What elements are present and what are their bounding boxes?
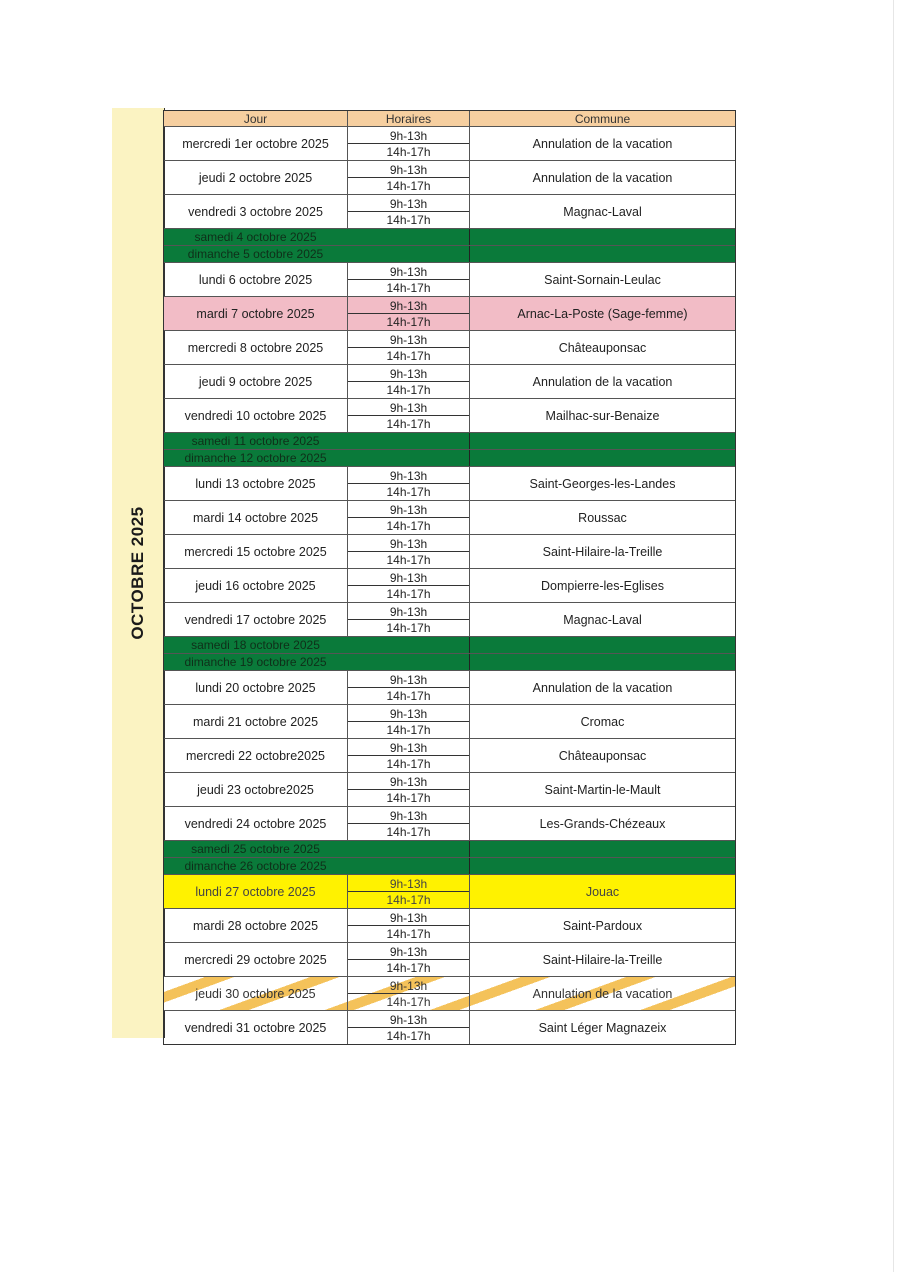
day-cell: vendredi 24 octobre 2025 [164, 807, 348, 840]
morning-hours: 9h-13h [348, 978, 469, 994]
commune-cell [470, 229, 735, 245]
commune-cell: Dompierre-les-Eglises [541, 578, 664, 593]
afternoon-hours: 14h-17h [386, 960, 431, 975]
day-cell: samedi 25 octobre 2025 [164, 841, 348, 857]
afternoon-hours: 14h-17h [386, 416, 431, 431]
commune-cell: Cromac [580, 714, 625, 729]
commune-cell: Saint Léger Magnazeix [538, 1020, 667, 1035]
afternoon-hours: 14h-17h [386, 484, 431, 499]
commune-cell [470, 654, 735, 670]
day-cell: mardi 28 octobre 2025 [164, 909, 348, 942]
morning-hours: 9h-13h [348, 128, 469, 144]
hours-cell [348, 858, 470, 874]
hours-cell [348, 161, 470, 194]
day-cell: mercredi 22 octobre2025 [164, 739, 348, 772]
hours-cell [348, 637, 470, 653]
day-cell: jeudi 30 octobre 2025 [164, 977, 348, 1010]
day-cell: vendredi 31 octobre 2025 [164, 1011, 348, 1044]
afternoon-hours: 14h-17h [386, 892, 431, 907]
table-row [164, 398, 735, 432]
table-row [164, 942, 735, 976]
day-cell: samedi 4 octobre 2025 [164, 229, 348, 245]
commune-cell: Saint-Pardoux [562, 918, 643, 933]
commune-cell: Magnac-Laval [563, 204, 642, 219]
weekend-row [164, 840, 735, 857]
commune-cell [470, 433, 735, 449]
day-cell: samedi 18 octobre 2025 [164, 637, 348, 653]
hours-cell [348, 569, 470, 602]
hours-cell [348, 603, 470, 636]
afternoon-hours: 14h-17h [386, 1028, 431, 1043]
commune-cell: Roussac [578, 510, 627, 525]
schedule-table [163, 110, 736, 1045]
weekend-row [164, 636, 735, 653]
commune-cell: Arnac-La-Poste (Sage-femme) [517, 306, 688, 321]
hours-cell [348, 399, 470, 432]
table-row [164, 194, 735, 228]
weekend-row [164, 653, 735, 670]
afternoon-hours: 14h-17h [386, 314, 431, 329]
afternoon-hours: 14h-17h [386, 212, 431, 227]
weekend-row [164, 245, 735, 262]
morning-hours: 9h-13h [348, 774, 469, 790]
morning-hours: 9h-13h [348, 468, 469, 484]
weekend-row [164, 432, 735, 449]
weekend-row [164, 449, 735, 466]
table-row [164, 738, 735, 772]
month-sidebar [112, 108, 165, 1038]
hours-cell [348, 365, 470, 398]
hours-cell [348, 263, 470, 296]
table-row [164, 602, 735, 636]
afternoon-hours: 14h-17h [386, 824, 431, 839]
hours-cell [348, 433, 470, 449]
morning-hours: 9h-13h [348, 808, 469, 824]
afternoon-hours: 14h-17h [386, 348, 431, 363]
day-cell: jeudi 9 octobre 2025 [164, 365, 348, 398]
day-cell: dimanche 12 octobre 2025 [164, 450, 348, 466]
day-cell: vendredi 10 octobre 2025 [164, 399, 348, 432]
hours-cell [348, 807, 470, 840]
morning-hours: 9h-13h [348, 196, 469, 212]
hours-cell [348, 1011, 470, 1044]
commune-cell: Annulation de la vacation [532, 374, 673, 389]
table-row [164, 772, 735, 806]
day-cell: lundi 13 octobre 2025 [164, 467, 348, 500]
weekend-row [164, 228, 735, 245]
morning-hours: 9h-13h [348, 944, 469, 960]
day-cell: vendredi 17 octobre 2025 [164, 603, 348, 636]
day-cell: samedi 11 octobre 2025 [164, 433, 348, 449]
commune-cell [470, 637, 735, 653]
header-commune: Commune [574, 111, 631, 126]
table-row [164, 500, 735, 534]
morning-hours: 9h-13h [348, 570, 469, 586]
hours-cell [348, 195, 470, 228]
day-cell: dimanche 19 octobre 2025 [164, 654, 348, 670]
afternoon-hours: 14h-17h [386, 382, 431, 397]
day-cell: jeudi 23 octobre2025 [164, 773, 348, 806]
afternoon-hours: 14h-17h [386, 144, 431, 159]
page-edge [893, 0, 894, 1272]
hours-cell [348, 875, 470, 908]
afternoon-hours: 14h-17h [386, 620, 431, 635]
hours-cell [348, 705, 470, 738]
commune-cell: Saint-Sornain-Leulac [544, 272, 661, 287]
afternoon-hours: 14h-17h [386, 926, 431, 941]
table-row [164, 1010, 735, 1044]
hours-cell [348, 535, 470, 568]
month-label: OCTOBRE 2025 [128, 506, 147, 640]
morning-hours: 9h-13h [348, 400, 469, 416]
hours-cell [348, 943, 470, 976]
morning-hours: 9h-13h [348, 604, 469, 620]
hours-cell [348, 654, 470, 670]
day-cell: lundi 20 octobre 2025 [164, 671, 348, 704]
hours-cell [348, 739, 470, 772]
day-cell: jeudi 2 octobre 2025 [164, 161, 348, 194]
table-row [164, 126, 735, 160]
hours-cell [348, 501, 470, 534]
day-cell: mercredi 8 octobre 2025 [164, 331, 348, 364]
morning-hours: 9h-13h [348, 1012, 469, 1028]
afternoon-hours: 14h-17h [386, 688, 431, 703]
day-cell: mercredi 1er octobre 2025 [164, 127, 348, 160]
afternoon-hours: 14h-17h [386, 756, 431, 771]
commune-cell [470, 858, 735, 874]
commune-cell: Châteauponsac [558, 748, 647, 763]
afternoon-hours: 14h-17h [386, 790, 431, 805]
hours-cell [348, 450, 470, 466]
hours-cell [348, 773, 470, 806]
commune-cell: Mailhac-sur-Benaize [545, 408, 660, 423]
table-header [164, 110, 735, 126]
hours-cell [348, 331, 470, 364]
day-cell: lundi 27 octobre 2025 [164, 875, 348, 908]
commune-cell: Annulation de la vacation [532, 986, 673, 1001]
commune-cell [470, 450, 735, 466]
day-cell: dimanche 5 octobre 2025 [164, 246, 348, 262]
hours-cell [348, 841, 470, 857]
afternoon-hours: 14h-17h [386, 178, 431, 193]
hours-cell [348, 246, 470, 262]
table-row-strike [164, 976, 735, 1010]
day-cell: jeudi 16 octobre 2025 [164, 569, 348, 602]
hours-cell [348, 229, 470, 245]
commune-cell: Saint-Hilaire-la-Treille [542, 544, 663, 559]
morning-hours: 9h-13h [348, 740, 469, 756]
table-row [164, 534, 735, 568]
afternoon-hours: 14h-17h [386, 518, 431, 533]
table-row [164, 806, 735, 840]
hours-cell [348, 297, 470, 330]
commune-cell: Jouac [585, 884, 620, 899]
table-row [164, 670, 735, 704]
header-hours: Horaires [348, 111, 470, 126]
afternoon-hours: 14h-17h [386, 722, 431, 737]
day-cell: mercredi 15 octobre 2025 [164, 535, 348, 568]
day-cell: lundi 6 octobre 2025 [164, 263, 348, 296]
afternoon-hours: 14h-17h [386, 552, 431, 567]
table-row [164, 568, 735, 602]
table-row-yellow [164, 874, 735, 908]
morning-hours: 9h-13h [348, 502, 469, 518]
table-row [164, 704, 735, 738]
table-row [164, 466, 735, 500]
morning-hours: 9h-13h [348, 706, 469, 722]
table-row [164, 262, 735, 296]
commune-cell: Les-Grands-Chézeaux [539, 816, 666, 831]
commune-cell: Saint-Georges-les-Landes [529, 476, 676, 491]
afternoon-hours: 14h-17h [386, 994, 431, 1009]
morning-hours: 9h-13h [348, 876, 469, 892]
table-row [164, 364, 735, 398]
commune-cell: Annulation de la vacation [532, 170, 673, 185]
afternoon-hours: 14h-17h [386, 586, 431, 601]
commune-cell [470, 841, 735, 857]
commune-cell: Magnac-Laval [563, 612, 642, 627]
hours-cell [348, 467, 470, 500]
header-day: Jour [164, 111, 348, 126]
afternoon-hours: 14h-17h [386, 280, 431, 295]
commune-cell: Saint-Hilaire-la-Treille [542, 952, 663, 967]
hours-cell [348, 671, 470, 704]
morning-hours: 9h-13h [348, 910, 469, 926]
morning-hours: 9h-13h [348, 298, 469, 314]
weekend-row [164, 857, 735, 874]
table-row [164, 160, 735, 194]
day-cell: dimanche 26 octobre 2025 [164, 858, 348, 874]
hours-cell [348, 977, 470, 1010]
hours-cell [348, 909, 470, 942]
day-cell: vendredi 3 octobre 2025 [164, 195, 348, 228]
day-cell: mercredi 29 octobre 2025 [164, 943, 348, 976]
morning-hours: 9h-13h [348, 366, 469, 382]
commune-cell: Annulation de la vacation [532, 136, 673, 151]
morning-hours: 9h-13h [348, 264, 469, 280]
day-cell: mardi 7 octobre 2025 [164, 297, 348, 330]
commune-cell: Châteauponsac [558, 340, 647, 355]
hours-cell [348, 127, 470, 160]
day-cell: mardi 21 octobre 2025 [164, 705, 348, 738]
morning-hours: 9h-13h [348, 332, 469, 348]
day-cell: mardi 14 octobre 2025 [164, 501, 348, 534]
morning-hours: 9h-13h [348, 162, 469, 178]
commune-cell: Saint-Martin-le-Mault [544, 782, 661, 797]
table-row-pink [164, 296, 735, 330]
commune-cell [470, 246, 735, 262]
table-row [164, 330, 735, 364]
morning-hours: 9h-13h [348, 672, 469, 688]
morning-hours: 9h-13h [348, 536, 469, 552]
commune-cell: Annulation de la vacation [532, 680, 673, 695]
table-row [164, 908, 735, 942]
